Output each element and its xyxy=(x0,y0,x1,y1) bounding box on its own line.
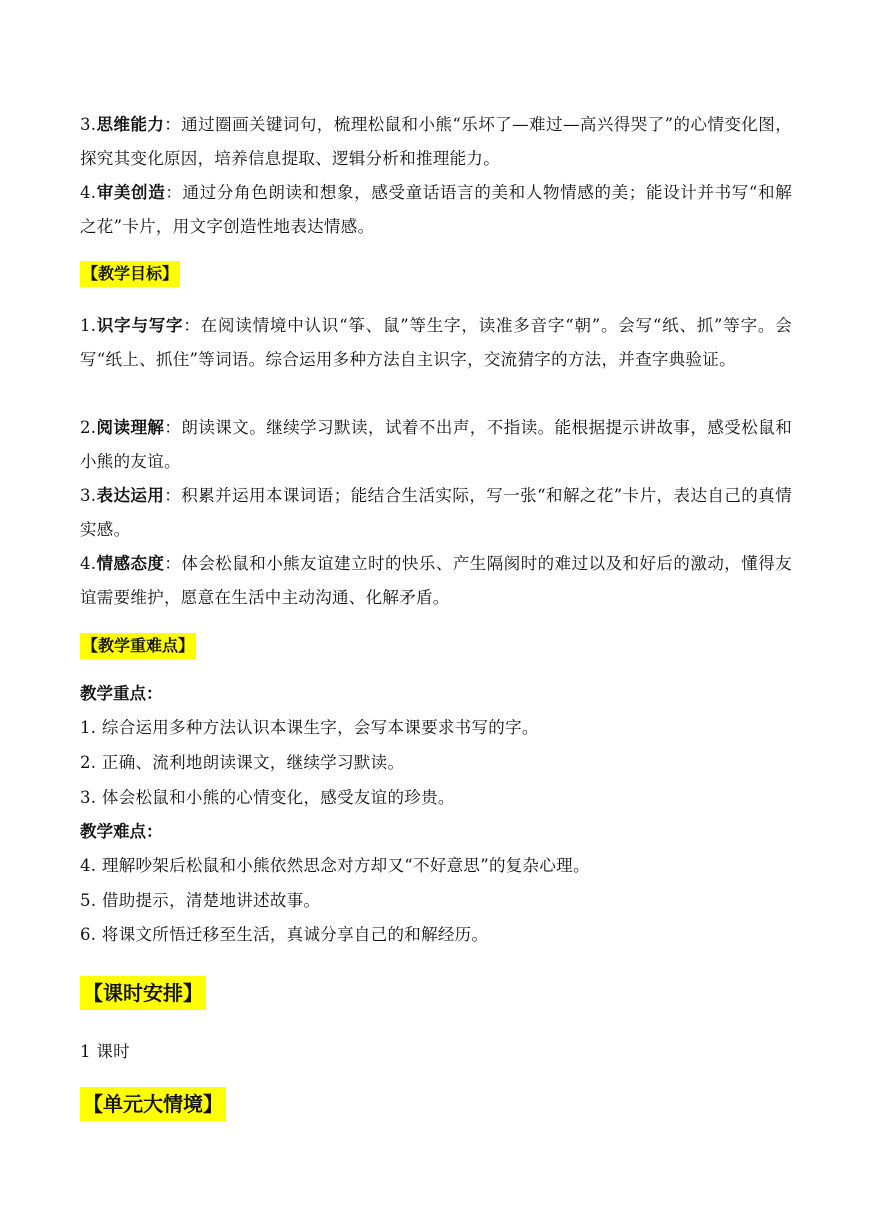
key-point-item: 2. 正确、流利地朗读课文，继续学习默读。 xyxy=(80,753,405,772)
ability-item-4: 4.审美创造：通过分角色朗读和想象，感受童话语言的美和人物情感的美；能设计并书写“和解之花”卡片，用文字创造性地表达情感。 xyxy=(80,183,792,236)
goal-term: 表达运用 xyxy=(96,486,165,505)
goal-term: 识字与写字 xyxy=(96,316,184,335)
ability-term: 审美创造 xyxy=(96,183,166,202)
difficulties-title: 教学难点： xyxy=(80,822,163,841)
goal-item-1: 1.识字与写字：在阅读情境中认识“筝、鼠”等生字，读准多音字“朝”。会写“纸、抓”等字。会写“纸上、抓住”等词语。综合运用多种方法自主识字，交流猜字的方法，并查字典验证。 xyxy=(80,316,793,369)
goal-item-3: 3.表达运用：积累并运用本课词语；能结合生活实际，写一张“和解之花”卡片，表达自己的真情实感。 xyxy=(80,486,792,539)
section-heading-unit-scenario: 【单元大情境】 xyxy=(80,1087,226,1121)
goal-term: 阅读理解 xyxy=(96,418,165,437)
goal-term: 情感态度 xyxy=(96,554,165,573)
ability-term: 思维能力 xyxy=(96,115,165,134)
goal-item-2: 2.阅读理解：朗读课文。继续学习默读，试着不出声，不指读。能根据提示讲故事，感受松鼠和小熊的友谊。 xyxy=(80,418,792,471)
ability-item-3: 3.思维能力：通过圈画关键词句，梳理松鼠和小熊“乐坏了—难过—高兴得哭了”的心情变化图，探究其变化原因，培养信息提取、逻辑分析和推理能力。 xyxy=(80,115,792,168)
difficulty-item: 5. 借助提示，清楚地讲述故事。 xyxy=(80,891,321,910)
goal-item-4: 4.情感态度：体会松鼠和小熊友谊建立时的快乐、产生隔阂时的难过以及和好后的激动，懂得友谊需要维护，愿意在生活中主动沟通、化解矛盾。 xyxy=(80,554,792,607)
key-point-item: 3. 体会松鼠和小熊的心情变化，感受友谊的珍贵。 xyxy=(80,788,455,807)
key-points-title: 教学重点： xyxy=(80,684,163,703)
difficulty-item: 4. 理解吵架后松鼠和小熊依然思念对方却又“不好意思”的复杂心理。 xyxy=(80,856,590,875)
key-point-item: 1. 综合运用多种方法认识本课生字，会写本课要求书写的字。 xyxy=(80,718,539,737)
section-heading-goals: 【教学目标】 xyxy=(80,261,180,287)
difficulty-item: 6. 将课文所悟迁移至生活，真诚分享自己的和解经历。 xyxy=(80,925,489,944)
section-heading-schedule: 【课时安排】 xyxy=(80,976,206,1010)
section-heading-key-points: 【教学重难点】 xyxy=(80,633,196,659)
schedule-text: 1 课时 xyxy=(80,1042,130,1061)
